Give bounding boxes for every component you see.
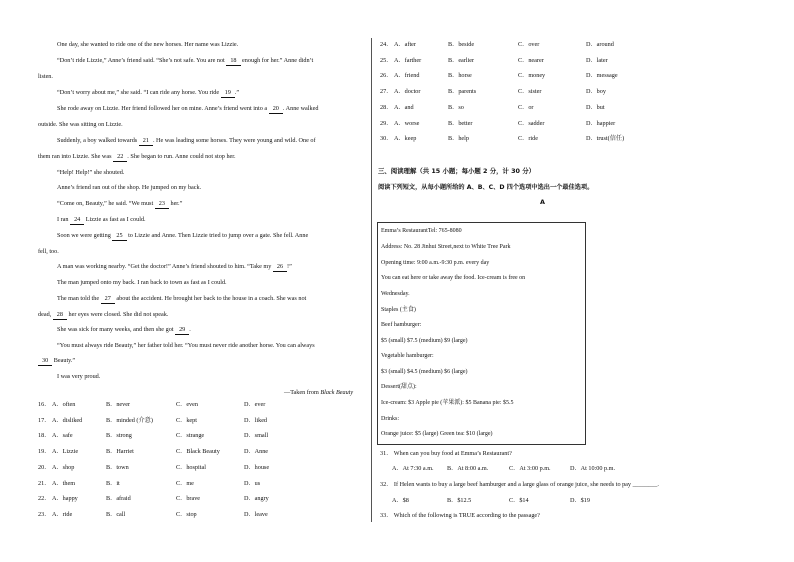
option: A．$8: [392, 497, 409, 504]
story-line: outside. She was sitting on Lizzie.: [38, 121, 123, 128]
story-line: “Come on, Beauty,” he said. “We must 23 her.”: [57, 200, 183, 207]
blank-24: 24: [70, 216, 84, 225]
option: C．$14: [509, 497, 529, 504]
option: D．message: [586, 72, 618, 80]
option: C．me: [176, 479, 194, 487]
option: B．$12.5: [447, 497, 472, 504]
option: B．Harriet: [106, 448, 134, 456]
question-number: 22．: [38, 495, 51, 503]
option: B．horse: [448, 72, 472, 80]
option: B．minded (介意): [106, 416, 153, 424]
story-line: Anne’s friend ran out of the shop. He jumped on my back.: [57, 184, 202, 191]
question-31: 31． When can you buy food at Emma’s Restaurant?: [380, 450, 512, 457]
story-line: I ran 24 Lizzie as fast as I could.: [57, 216, 146, 223]
story-line: The man jumped onto my back. I ran back to town as fast as I could.: [57, 279, 227, 286]
question-number: 16．: [38, 401, 51, 408]
blank-18: 18: [226, 57, 240, 66]
story-line: dead, 28 her eyes were closed. She did not speak.: [38, 311, 169, 318]
option: C．sister: [518, 88, 542, 96]
option: D．around: [586, 41, 614, 48]
blank-21: 21: [139, 137, 153, 146]
option: D．Anne: [244, 448, 269, 456]
option: D．ever: [244, 401, 266, 408]
option: B．never: [106, 401, 131, 408]
option: C．brave: [176, 495, 201, 503]
option: D．trust(信任): [586, 135, 625, 143]
box-line: Ice-cream: $3 Apple pie (苹果派): $5 Banana pie: $5.5: [381, 400, 514, 406]
option: A．often: [52, 401, 76, 408]
option: B．beside: [448, 41, 475, 48]
blank-19: 19: [221, 89, 235, 98]
option: A．after: [394, 41, 416, 48]
question-number: 29．: [380, 119, 393, 127]
box-line: $3 (small) $4.5 (medium) $6 (large): [381, 369, 468, 375]
option: D．$19: [570, 497, 590, 504]
story-line: One day, she wanted to ride one of the new horses. Her name was Lizzie.: [57, 41, 239, 48]
story-line: listen.: [38, 73, 53, 80]
box-line: You can eat here or take away the food. Ice-cream is free on: [381, 275, 526, 281]
box-line: Drinks:: [381, 416, 399, 422]
story-line: them ran into Lizzie. She was 22 . She began to run. Anne could not stop her.: [38, 153, 236, 160]
option: C．nearer: [518, 56, 544, 64]
blank-20: 20: [269, 105, 283, 114]
question-number: 26．: [380, 72, 393, 80]
option: A．Lizzie: [52, 448, 79, 456]
box-line: Opening time: 9:00 a.m.-9:30 p.m. every day: [381, 260, 490, 266]
question-number: 23．: [38, 510, 51, 518]
passage-label: A: [540, 198, 545, 206]
option: C．money: [518, 72, 546, 80]
option: B．call: [106, 510, 126, 518]
blank-27: 27: [101, 295, 115, 304]
option: A．them: [52, 479, 76, 487]
option: D．but: [586, 103, 605, 111]
story-line: I was very proud.: [57, 373, 101, 380]
story-line: She rode away on Lizzie. Her friend followed her on mine. Anne’s friend went into a 20 . Anne walked: [57, 105, 319, 112]
box-line: Vegetable hamburger:: [381, 353, 434, 359]
section-title: 三、阅读理解（共 15 小题；每小题 2 分，计 30 分）: [378, 167, 536, 175]
option: B．parents: [448, 88, 477, 96]
option: D．small: [244, 432, 269, 440]
blank-29: 29: [175, 326, 189, 335]
question-number: 17．: [38, 416, 51, 424]
option: A．worse: [394, 119, 420, 127]
option: D．angry: [244, 495, 269, 503]
option: C．stop: [176, 510, 197, 518]
option: C．hospital: [176, 463, 206, 471]
column-divider: [371, 38, 372, 522]
option: D．us: [244, 479, 261, 487]
restaurant-info-box: [377, 222, 586, 445]
story-line: “You must always ride Beauty,” her father told her. “You must never ride another horse. You can always: [57, 342, 315, 349]
question-number: 27．: [380, 88, 393, 96]
question-33: 33． Which of the following is TRUE according to the passage?: [380, 512, 540, 519]
question-number: 24．: [380, 41, 393, 48]
blank-30: 30: [38, 357, 52, 366]
option: A．and: [394, 103, 414, 111]
box-line: Emma’s RestaurantTel: 765-8080: [381, 228, 462, 234]
box-line: Address: No. 28 Jinhui Street,next to White Tree Park: [381, 244, 511, 250]
question-number: 18．: [38, 432, 51, 440]
question-number: 30．: [380, 135, 393, 143]
option: C．strange: [176, 432, 205, 440]
option: B．it: [106, 479, 120, 487]
story-line: She was sick for many weeks, and then she got 29 .: [57, 326, 191, 333]
story-line: 30 Beauty.”: [38, 357, 75, 366]
option: A．friend: [394, 72, 420, 80]
option: C．Black Beauty: [176, 448, 220, 456]
option: A．disliked: [52, 416, 83, 424]
option: D．later: [586, 56, 608, 64]
blank-23: 23: [155, 200, 169, 209]
blank-25: 25: [112, 232, 126, 241]
option: C．At 3:00 p.m.: [509, 465, 551, 472]
story-line: fell, too.: [38, 248, 59, 255]
option: A．ride: [52, 510, 73, 518]
option: B．earlier: [448, 56, 475, 64]
option: A．doctor: [394, 88, 421, 96]
option: B．afraid: [106, 495, 131, 503]
option: B．so: [448, 103, 464, 111]
section-instruction: 阅读下列短文，从每小题所给的 A、B、C、D 四个选项中选出一个最佳选项。: [378, 184, 594, 191]
box-line: Dessert(甜点):: [381, 384, 417, 390]
option: B．strong: [106, 432, 132, 440]
box-line: Orange juice: $5 (large) Green tea: $10 (large): [381, 431, 493, 437]
question-number: 20．: [38, 463, 51, 471]
option: A．shop: [52, 463, 75, 471]
blank-22: 22: [113, 153, 127, 162]
option: D．At 10:00 p.m.: [570, 465, 616, 472]
question-number: 19．: [38, 448, 51, 456]
blank-26: 26: [273, 263, 287, 272]
option: A．At 7:30 a.m.: [392, 465, 434, 472]
box-line: Wednesday.: [381, 291, 410, 297]
box-line: Beef hamburger:: [381, 322, 422, 328]
blank-28: 28: [53, 311, 67, 320]
question-number: 28．: [380, 103, 393, 111]
story-line: The man told the 27 about the accident. He brought her back to the house in a coach. She was not: [57, 295, 307, 302]
option: B．At 8:00 a.m.: [447, 465, 489, 472]
option: B．better: [448, 119, 473, 127]
option: C．kept: [176, 416, 197, 424]
option: D．house: [244, 463, 270, 471]
option: A．happy: [52, 495, 78, 503]
story-source: —Taken from Black Beauty: [284, 389, 354, 396]
story-line: A man was working nearby. “Get the doctor!” Anne’s friend shouted to him. “Take my 26 !”: [57, 263, 292, 270]
story-line: “Help! Help!” she shouted.: [57, 169, 125, 176]
option: A．keep: [394, 135, 417, 143]
option: D．liked: [244, 416, 268, 424]
option: C．even: [176, 401, 198, 408]
option: D．boy: [586, 88, 606, 96]
story-line: “Don’t worry about me,” she said. “I can ride any horse. You ride 19 .”: [57, 89, 240, 96]
story-line: Soon we were getting 25 to Lizzie and Anne. Then Lizzie tried to jump over a gate. She fell. Anne: [57, 232, 309, 239]
question-32: 32． If Helen wants to buy a large beef hamburger and a large glass of orange juice, she needs to pay ________.: [380, 481, 659, 488]
option: D．leave: [244, 510, 268, 518]
box-line: Staples (主食): [381, 307, 416, 313]
option: C．or: [518, 103, 534, 111]
box-line: $5 (small) $7.5 (medium) $9 (large): [381, 338, 468, 344]
story-line: “Don’t ride Lizzie,” Anne’s friend said. “She’s not safe. You are not 18 enough for her.” Anne didn’t: [57, 57, 314, 64]
option: C．sadder: [518, 119, 545, 127]
option: A．farther: [394, 56, 422, 64]
option: B．help: [448, 135, 469, 143]
option: B．town: [106, 463, 129, 471]
question-number: 21．: [38, 479, 51, 487]
question-number: 25．: [380, 56, 393, 64]
option: C．over: [518, 41, 540, 48]
option: C．ride: [518, 135, 538, 143]
story-line: Suddenly, a boy walked towards 21 . He was leading some horses. They were young and wild. One of: [57, 137, 316, 144]
option: D．happier: [586, 119, 616, 127]
option: A．safe: [52, 432, 73, 440]
